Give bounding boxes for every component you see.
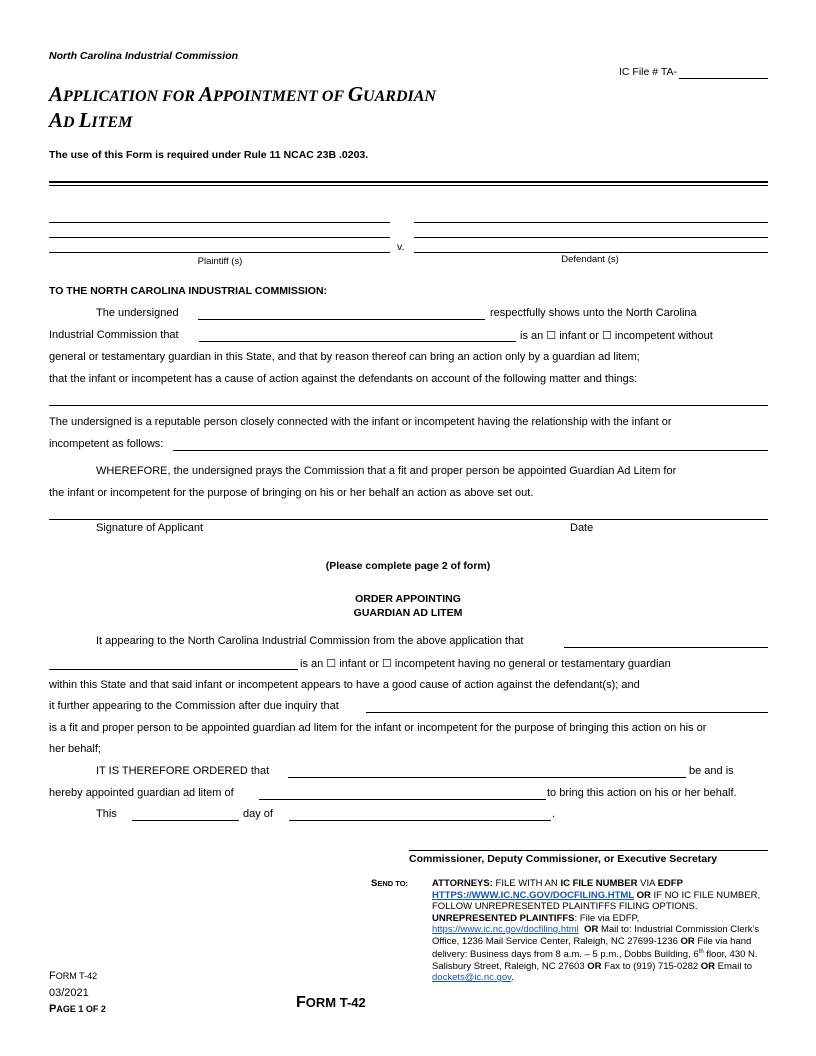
footer-form-number: FORM T-42 xyxy=(49,970,98,982)
edfp-attorney-link[interactable]: HTTPS://WWW.IC.NC.GOV/DOCFILING.HTML xyxy=(432,889,634,901)
this-label: This xyxy=(96,808,117,820)
send-to-label: SEND TO: xyxy=(371,878,409,889)
wherefore-text-line2: the infant or incompetent for the purpose of bringing on his or her behalf an action as above set out. xyxy=(49,487,534,499)
send-to-instructions: ATTORNEYS: FILE WITH AN IC FILE NUMBER VIA EDFP HTTPS://WWW.IC.NC.GOV/DOCFILING.HTML OR IF NO IC FILE NUMBER, FOLLOW UNREPRESENTED PLAINTIFFS FILING OPTIONS. UNREPRESENTED PLAINTIFFS: File via EDFP, https://www.ic.nc.gov/docfiling.html OR Mail to: Industrial Commission Clerk’s Office, 1236 Mail Service Center, Raleigh, NC 27699-1236 OR File via hand delivery: Business days from 8 a.m. – 5 p.m., Dobbs Building, 6th floor, 430 N. Salisbury Street, Raleigh, NC 27603 OR Fax to (919) 715-0282 OR Email to dockets@ic.nc.gov. xyxy=(432,878,761,984)
defendant-label: Defendant (s) xyxy=(561,254,619,265)
ic-file-number-field[interactable] xyxy=(679,78,768,79)
order-text-line5: is a fit and proper person to be appointed guardian ad litem for the infant or incompetent for the purpose of bringing this action on his or xyxy=(49,722,707,734)
bring-action-text: to bring this action on his or her behalf. xyxy=(547,787,737,799)
day-of-label: day of xyxy=(243,808,273,820)
date-label: Date xyxy=(570,522,594,534)
order-infant-name-field-cont[interactable] xyxy=(49,669,298,670)
order-text-line6: her behalf; xyxy=(49,743,101,755)
ic-file-label: IC File # TA- xyxy=(619,66,677,78)
matter-and-things-field[interactable] xyxy=(49,405,768,406)
footer-revision-date: 03/2021 xyxy=(49,987,89,999)
order-heading-line1: ORDER APPOINTING xyxy=(355,593,461,605)
commission-that-text: Industrial Commission that xyxy=(49,329,179,341)
be-and-is-text: be and is xyxy=(689,765,734,777)
addressee: TO THE NORTH CAROLINA INDUSTRIAL COMMISSION: xyxy=(49,285,328,297)
email-link[interactable]: dockets@ic.nc.gov xyxy=(432,972,512,984)
period: . xyxy=(552,808,556,820)
relationship-label: incompetent as follows: xyxy=(49,438,164,450)
applicant-name-field[interactable] xyxy=(198,319,485,320)
order-infant-incompetent-choice[interactable]: is an ☐ infant or ☐ incompetent having no general or testamentary guardian xyxy=(300,658,671,670)
double-rule-top xyxy=(49,181,768,183)
form-title-line2: AD LITEM xyxy=(49,108,133,132)
respectfully-shows-text: respectfully shows unto the North Carolina xyxy=(490,307,697,319)
ordered-that-label: IT IS THEREFORE ORDERED that xyxy=(96,765,270,777)
application-text-line3: general or testamentary guardian in this State, and that by reason thereof can bring an action only by a guardian ad litem; xyxy=(49,351,640,363)
application-text-line4: that the infant or incompetent has a cause of action against the defendants on account of the following matter and things: xyxy=(49,373,638,385)
commissioner-signature-field[interactable] xyxy=(409,850,768,851)
day-field[interactable] xyxy=(132,820,239,821)
double-rule-bottom xyxy=(49,185,768,186)
defendant-field-1[interactable] xyxy=(414,222,768,223)
footer-page-number: PAGE 1 OF 2 xyxy=(49,1003,106,1015)
edfp-unrepresented-link[interactable]: https://www.ic.nc.gov/docfiling.html xyxy=(432,924,579,935)
guardian-name-field[interactable] xyxy=(366,712,768,713)
defendant-field-2[interactable] xyxy=(414,237,768,238)
ward-name-field[interactable] xyxy=(259,799,546,800)
plaintiff-field-2[interactable] xyxy=(49,237,390,238)
versus-label: v. xyxy=(397,241,405,253)
order-text-line1: It appearing to the North Carolina Industrial Commission from the above application that xyxy=(96,635,524,647)
order-infant-name-field[interactable] xyxy=(564,647,768,648)
rule-requirement: The use of this Form is required under Rule 11 NCAC 23B .0203. xyxy=(49,149,369,161)
complete-page2-note: (Please complete page 2 of form) xyxy=(325,560,491,572)
infant-name-field[interactable] xyxy=(199,341,516,342)
month-year-field[interactable] xyxy=(289,820,551,821)
relationship-field[interactable] xyxy=(173,450,768,451)
order-text-line4: it further appearing to the Commission after due inquiry that xyxy=(49,700,339,712)
wherefore-text-line1: WHEREFORE, the undersigned prays the Commission that a fit and proper person be appointed Guardian Ad Litem for xyxy=(96,465,677,477)
plaintiff-field-3[interactable] xyxy=(49,252,390,253)
appointed-guardian-field[interactable] xyxy=(288,777,686,778)
order-heading-line2: GUARDIAN AD LITEM xyxy=(353,607,463,619)
plaintiff-label: Plaintiff (s) xyxy=(197,256,243,267)
order-text-line3: within this State and that said infant or incompetent appears to have a good cause of action against the defendant(s); and xyxy=(49,679,640,691)
signature-label: Signature of Applicant xyxy=(96,522,204,534)
footer-form-title: FORM T-42 xyxy=(296,994,366,1011)
infant-incompetent-choice[interactable]: is an ☐ infant or ☐ incompetent without xyxy=(520,330,713,342)
form-title-line1: APPLICATION FOR APPOINTMENT OF GUARDIAN xyxy=(49,82,436,106)
undersigned-label: The undersigned xyxy=(96,307,179,319)
commissioner-label: Commissioner, Deputy Commissioner, or Executive Secretary xyxy=(409,853,718,865)
defendant-field-3[interactable] xyxy=(414,252,768,253)
plaintiff-field-1[interactable] xyxy=(49,222,390,223)
organization-name: North Carolina Industrial Commission xyxy=(49,50,239,62)
application-text-line5: The undersigned is a reputable person closely connected with the infant or incompetent having the relationship with the infant or xyxy=(49,416,672,428)
signature-field[interactable] xyxy=(49,519,768,520)
guardian-of-label: hereby appointed guardian ad litem of xyxy=(49,787,234,799)
